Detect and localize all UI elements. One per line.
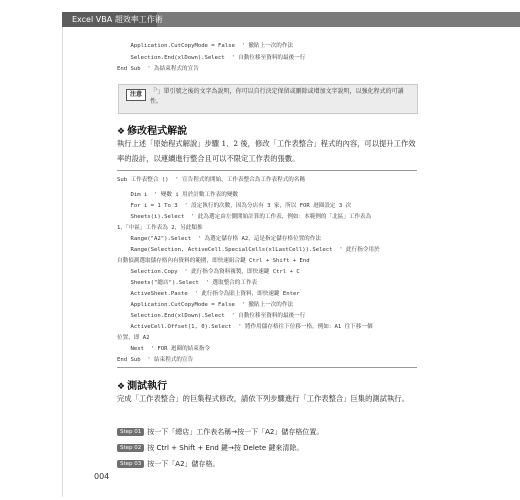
code-line: Sheets("總店").Select ' 選取整合的工作表 xyxy=(117,280,258,286)
code-line: Selection.End(xlDown).Select ' 自動位移至資料的最後一行 xyxy=(117,313,306,319)
step-text: 按一下「總店」工作表名稱→按一下「A2」儲存格位置。 xyxy=(147,428,324,436)
note-text: 「'」單引號之後的文字為說明，你可以自行決定保留或刪除或增加文字說明，以強化程式的可讀性。 xyxy=(150,88,404,105)
code-line: 1、「中區」工作表為 2，另此類推 xyxy=(117,225,203,231)
step-text: 按一下「A2」儲存格。 xyxy=(147,460,220,468)
step-row xyxy=(117,427,323,437)
code-line: End Sub ' 為結束程式的宣告 xyxy=(117,66,199,72)
code-line: ActiveSheet.Paste ' 此行指令為貼上資料，即快速鍵 Enter xyxy=(117,291,300,297)
code-divider-bottom xyxy=(117,367,417,368)
code-line: Dim i ' 變數 i 用於計數工作表的變數 xyxy=(117,192,239,198)
diamond-bullet-icon: ❖ xyxy=(117,127,126,137)
page-gutter-line xyxy=(62,27,63,497)
code-line: 自動偵測選取儲存格內有資料的範圍，即快速組合鍵 Ctrl + Shift + End xyxy=(117,258,310,264)
page-number: 004 xyxy=(94,472,110,481)
code-line: Sheets(i).Select ' 此為選定由左側開始計算的工作表，例如：本範例的「北區」工作表為 xyxy=(117,214,372,220)
note-label: 注意 xyxy=(126,89,146,101)
section-title: 修改程式解說 xyxy=(127,126,188,137)
code-line: Sub 工作表整合 () ' 宣告程式的開始，工作表整合為工作表程式的名稱 xyxy=(117,177,306,183)
step-row xyxy=(117,459,220,469)
code-line: Selection.Copy ' 此行指令為資料複製，即快速鍵 Ctrl + C xyxy=(117,269,300,275)
code-line: For i = 1 To 3 ' 設定執行的次數，因為分店有 3 家，所以 FOR 迴圈設定 3 次 xyxy=(117,203,352,209)
code-line: Application.CutCopyMode = False ' 撤貼上一次的作法 xyxy=(117,302,294,308)
running-header-title: Excel VBA 超效率工作術 xyxy=(72,15,163,24)
section-heading-modify xyxy=(117,122,187,137)
code-line: ActiveCell.Offset(1, 0).Select ' 將作用儲存格往下位移一格，例如：A1 往下移一個 xyxy=(117,324,373,330)
code-line: Range(Selection, ActiveCell.SpecialCells(xlLastCell)).Select ' 此行指令用於 xyxy=(117,247,380,253)
section-title: 測試執行 xyxy=(127,381,168,392)
step-badge: Step 03 xyxy=(117,460,144,468)
code-line: 位置，即 A2 xyxy=(117,335,150,341)
step-text: 按 Ctrl + Shift + End 鍵→按 Delete 鍵來清除。 xyxy=(147,444,304,452)
step-row xyxy=(117,443,303,453)
paragraph-test: 完成「工作表整合」的巨集程式修改，請依下列步驟進行「工作表整合」巨集的測試執行。 xyxy=(117,394,409,403)
code-line: Next ' FOR 迴圈的結束指令 xyxy=(117,346,211,352)
code-line: Selection.End(xlDown).Select ' 自動位移至資料的最後一行 xyxy=(117,55,306,61)
diamond-bullet-icon: ❖ xyxy=(117,382,126,392)
step-badge: Step 02 xyxy=(117,444,144,452)
code-line: End Sub ' 結束程式的宣告 xyxy=(117,357,194,363)
section-heading-test xyxy=(117,377,167,392)
code-divider-top xyxy=(117,170,417,171)
step-badge: Step 01 xyxy=(117,428,144,436)
code-line: Range("A2").Select ' 為選定儲存格 A2，這是指定儲存格位置的作法 xyxy=(117,236,321,242)
paragraph-modify: 執行上述「原始程式解說」步驟 1、2 後，修改「工作表整合」程式的內容，可以提升工作效率的設計，以連續進行整合且可以不限定工作表的張數。 xyxy=(117,139,416,163)
code-line: Application.CutCopyMode = False ' 撤貼上一次的作法 xyxy=(117,43,294,49)
